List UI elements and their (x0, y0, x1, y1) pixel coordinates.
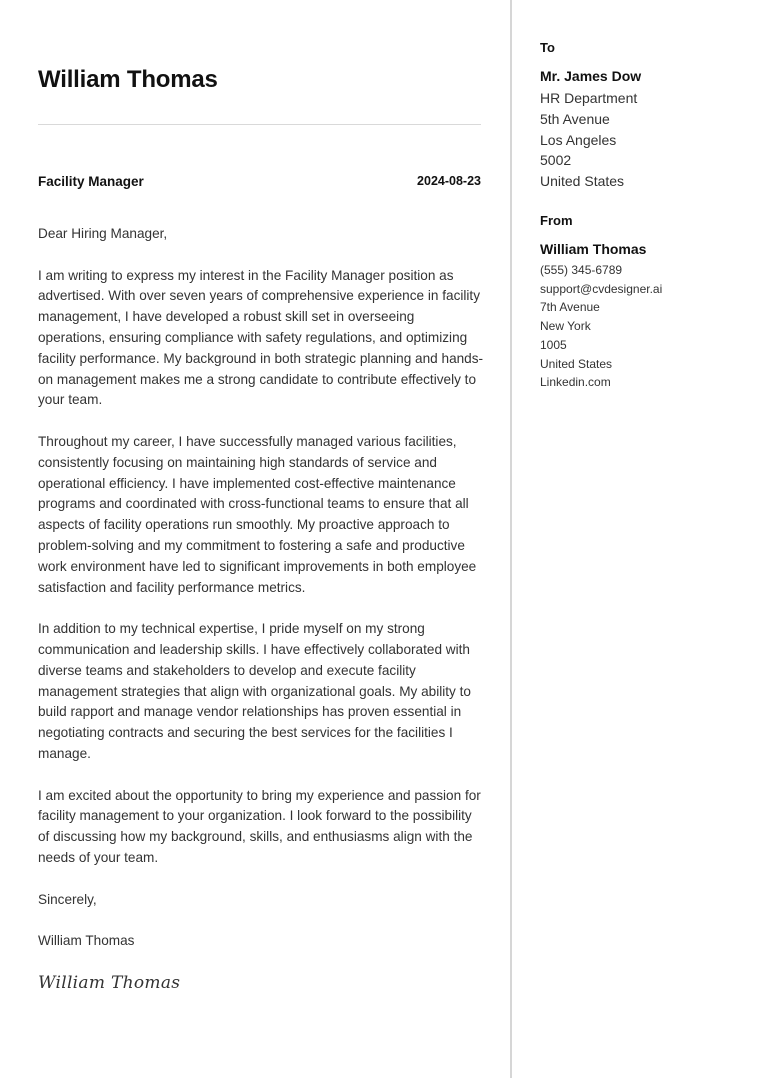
sender-city: New York (540, 319, 591, 334)
closing-name: William Thomas (38, 933, 135, 949)
sender-website: Linkedin.com (540, 375, 611, 390)
sender-phone: (555) 345-6789 (540, 263, 623, 277)
recipient-street: 5th Avenue (540, 110, 610, 127)
from-name: William Thomas (540, 241, 647, 257)
sender-country: United States (540, 356, 613, 371)
closing: Sincerely, (38, 891, 97, 907)
recipient-city: Los Angeles (540, 131, 617, 148)
header-divider (38, 124, 481, 125)
greeting: Dear Hiring Manager, (38, 226, 168, 241)
from-label: From (540, 213, 573, 228)
sender-name-heading: William Thomas (38, 66, 218, 93)
paragraph-4: I am excited about the opportunity to bring my experience and passion for facility management to your organization. I look forward to the possibility of discussing how my background, skills, and enthusiasms align with the needs of your team. (38, 787, 481, 865)
sender-email: support@cvdesigner.ai (540, 281, 663, 296)
letter-date: 2024-08-23 (417, 174, 481, 188)
recipient-address (540, 88, 637, 192)
recipient-department: HR Department (540, 90, 638, 106)
paragraph-2: Throughout my career, I have successfully managed various facilities, consistently focusing on maintaining high standards of service and operational efficiency. I have implemented cost-effective maintenance programs and coordinated with cross-functional teams to ensure that all aspects of facility operations run smoothly. My proactive approach to problem-solving and my commitment to fostering a safe and productive work environment have led to significant improvements in both employee satisfaction and facility performance metrics. (38, 433, 477, 595)
column-divider (510, 0, 512, 1078)
recipient-country: United States (540, 173, 625, 190)
letter-body (38, 224, 484, 993)
sender-street: 7th Avenue (540, 300, 600, 315)
sender-zip: 1005 (540, 337, 567, 352)
recipient-name: Mr. James Dow (540, 68, 642, 84)
sender-contact (540, 261, 662, 392)
paragraph-1: I am writing to express my interest in the Facility Manager position as advertised. With over seven years of comprehensive experience in facility management, I have developed a robust skill set in overseeing operations, ensuring compliance with safety regulations, and optimizing facility performance. My background in both strategic planning and hands-on management makes me a strong candidate to contribute effectively to your team. (38, 267, 484, 408)
recipient-zip: 5002 (540, 152, 572, 169)
to-label: To (540, 40, 555, 55)
job-title: Facility Manager (38, 174, 144, 189)
handwritten-signature: William Thomas (38, 972, 181, 993)
paragraph-3: In addition to my technical expertise, I pride myself on my strong communication and leadership skills. I have effectively collaborated with diverse teams and stakeholders to develop and execute facility management strategies that align with organizational goals. My ability to build rapport and manage vendor relationships has proven essential in negotiating contracts and securing the best services for the facilities I manage. (38, 621, 471, 761)
